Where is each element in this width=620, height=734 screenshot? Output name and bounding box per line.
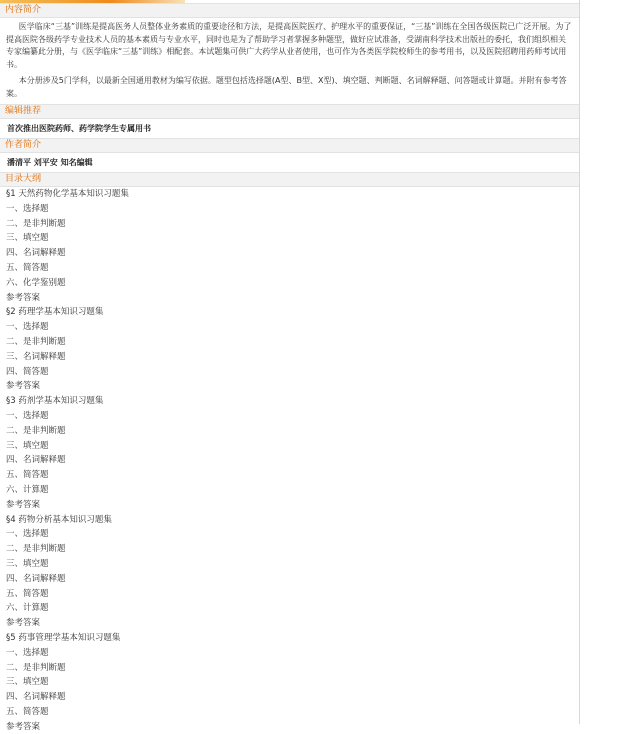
toc-item: 三、填空题 <box>6 677 49 688</box>
toc-item: 参考答案 <box>6 381 41 392</box>
intro-paragraph: 本分册涉及5门学科，以最新全国通用教材为编写依据。题型包括选择题(A型、B型、X型)、填空题、判断题、名词解释题、问答题或计算题。并附有参考答案。 <box>6 76 567 98</box>
editor-section-header: 编辑推荐 <box>0 104 579 119</box>
toc-item: 一、选择题 <box>6 203 49 214</box>
intro-section-header: 内容简介 <box>0 3 579 18</box>
author-info: 潘清平 刘平安 知名编辑 <box>7 158 93 167</box>
toc-item: 四、名词解释题 <box>6 455 66 466</box>
toc-item: 二、是非判断题 <box>6 544 66 555</box>
toc-item: 二、是非判断题 <box>6 336 66 347</box>
toc-section-header: 目录大纲 <box>0 172 579 187</box>
toc-item: 二、是非判断题 <box>6 218 66 229</box>
toc-item: 三、填空题 <box>6 558 49 569</box>
toc-item: 一、选择题 <box>6 647 49 658</box>
editor-recommendation: 首次推出医院药师、药学院学生专属用书 <box>7 124 151 133</box>
top-tab-decoration <box>0 0 185 3</box>
toc-item: 六、计算题 <box>6 603 49 614</box>
toc-item: 四、简答题 <box>6 366 49 377</box>
toc-chapter: §1 天然药物化学基本知识习题集 <box>6 189 129 199</box>
toc-item: 一、选择题 <box>6 410 49 421</box>
intro-paragraph: 医学临床“三基”训练是提高医务人员整体业务素质的重要途径和方法，是提高医院医疗、护理水平的重要保证，“三基”训练在全国各级医院已广泛开展。为了提高医院各级药学专业技术人员的基本素质与专业水平，同时也是为了帮助学习者掌握多种题型，做好应试准备，受湖南科学技术出版社的委托，我们组织相关专家编纂此分册，与《医学临床“三基”训练》相配套。本试题集可供广大药学从业者使用，也可作为各类医学院校师生的参考用书，以及医院招聘用药师考试用书。 <box>6 22 572 69</box>
toc-item: 五、简答题 <box>6 262 49 273</box>
toc-item: 二、是非判断题 <box>6 425 66 436</box>
toc-chapter: §3 药剂学基本知识习题集 <box>6 396 104 407</box>
table-of-contents <box>0 187 579 734</box>
toc-item: 三、填空题 <box>6 233 49 244</box>
toc-item: 参考答案 <box>6 292 41 303</box>
toc-chapter: §4 药物分析基本知识习题集 <box>6 514 112 525</box>
toc-item: 六、化学鉴别题 <box>6 277 66 288</box>
toc-item: 六、计算题 <box>6 484 49 495</box>
intro-body <box>0 18 579 104</box>
toc-item: 五、简答题 <box>6 588 49 599</box>
toc-item: 参考答案 <box>6 721 41 732</box>
author-section-header: 作者简介 <box>0 138 579 153</box>
toc-item: 二、是非判断题 <box>6 662 66 673</box>
toc-item: 四、名词解释题 <box>6 692 66 703</box>
toc-item: 五、简答题 <box>6 706 49 717</box>
toc-item: 三、名词解释题 <box>6 351 66 362</box>
toc-item: 四、名词解释题 <box>6 248 66 259</box>
toc-item: 一、选择题 <box>6 322 49 333</box>
toc-item: 五、简答题 <box>6 470 49 481</box>
toc-item: 参考答案 <box>6 618 41 629</box>
toc-chapter: §5 药事管理学基本知识习题集 <box>6 632 121 643</box>
toc-item: 参考答案 <box>6 499 41 510</box>
toc-item: 四、名词解释题 <box>6 573 66 584</box>
toc-item: 三、填空题 <box>6 440 49 451</box>
toc-chapter: §2 药理学基本知识习题集 <box>6 307 104 318</box>
toc-item: 一、选择题 <box>6 529 49 540</box>
